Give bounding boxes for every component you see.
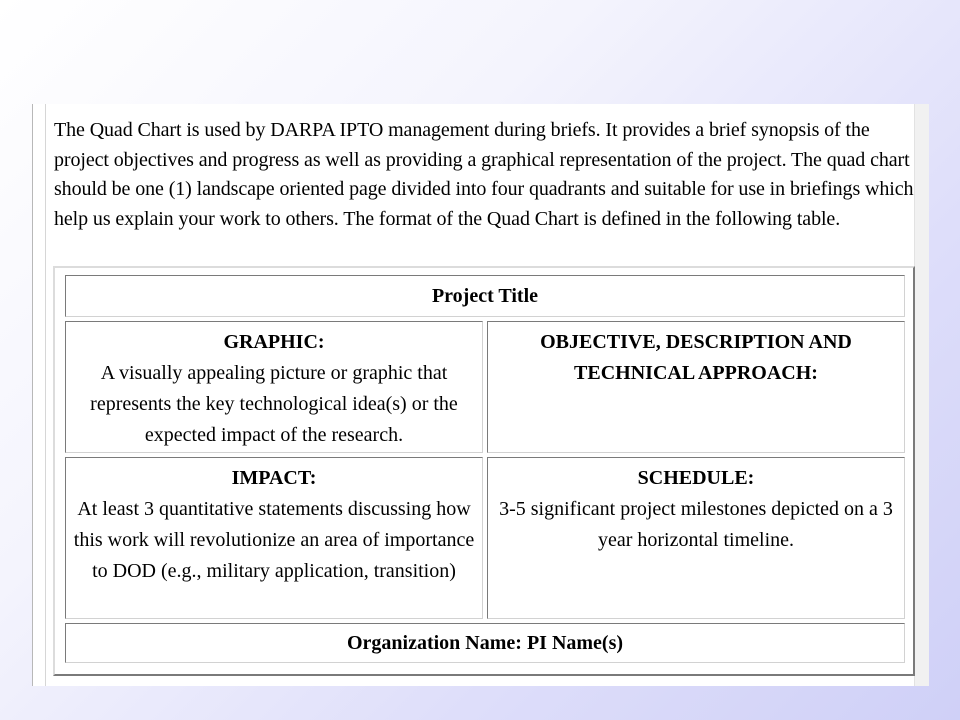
document-frame — [32, 104, 929, 686]
schedule-heading: SCHEDULE: — [637, 467, 755, 489]
impact-quadrant — [65, 457, 483, 619]
objective-heading: OBJECTIVE, DESCRIPTION AND TECHNICAL APPROACH: — [540, 331, 852, 384]
schedule-description: 3-5 significant project milestones depicted on a 3 year horizontal timeline. — [499, 498, 893, 551]
graphic-description: A visually appealing picture or graphic that represents the key technological idea(s) or the expected impact of the research. — [90, 362, 458, 446]
quad-chart-table — [53, 266, 915, 676]
frame-right-edge — [914, 104, 929, 686]
objective-quadrant — [487, 321, 905, 453]
frame-gutter — [45, 104, 46, 686]
graphic-quadrant — [65, 321, 483, 453]
intro-paragraph: The Quad Chart is used by DARPA IPTO management during briefs. It provides a brief synopsis of the project objectives and progress as well as providing a graphical representation of the project. The quad chart should be one (1) landscape oriented page divided into four quadrants and suitable for use in briefings which help us explain your work to others. The format of the Quad Chart is defined in the following table. — [54, 119, 914, 230]
impact-heading: IMPACT: — [231, 467, 317, 489]
schedule-quadrant — [487, 457, 905, 619]
impact-description: At least 3 quantitative statements discussing how this work will revolutionize an area of importance to DOD (e.g., military application, transition) — [73, 498, 475, 582]
organization-footer-cell: Organization Name: PI Name(s) — [65, 623, 905, 663]
graphic-heading: GRAPHIC: — [223, 331, 325, 353]
project-title-cell: Project Title — [65, 275, 905, 317]
